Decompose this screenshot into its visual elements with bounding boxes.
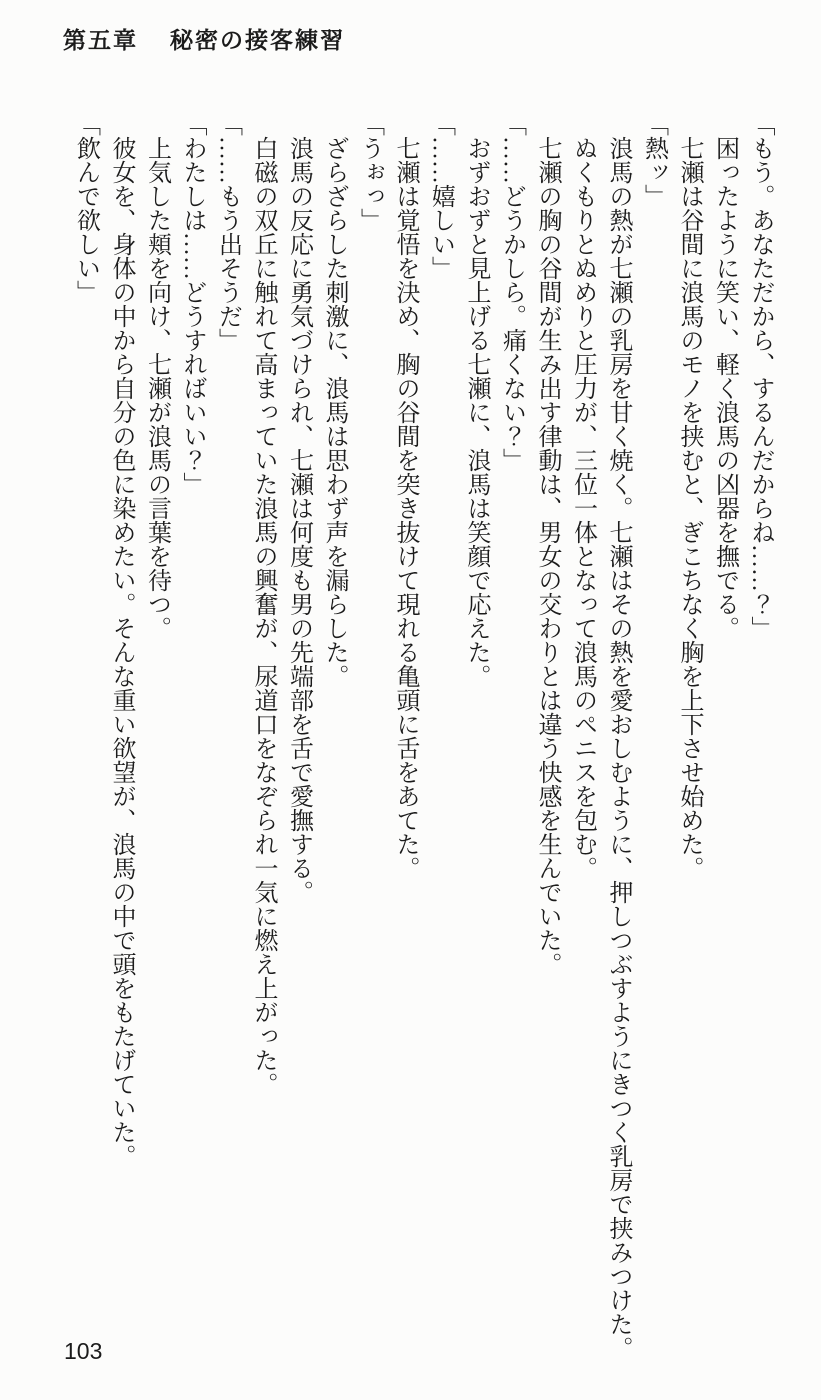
chapter-title: 秘密の接客練習 — [170, 28, 345, 53]
page-number: 103 — [64, 1338, 103, 1364]
paragraph-narration-2: 七瀬は谷間に浪馬のモノを挟むと、ぎこちなく胸を上下させ始めた。 — [676, 136, 702, 880]
paragraph-dialogue-8: 「飲んで欲しい」 — [72, 112, 99, 304]
chapter-header — [63, 22, 345, 55]
paragraph-narration-10: 白磁の双丘に触れて高まっていた浪馬の興奮が、尿道口をなぞられ一気に燃え上がった。 — [250, 136, 276, 1096]
paragraph-narration-9: 浪馬の反応に勇気づけられ、七瀬は何度も男の先端部を舌で愛撫する。 — [285, 136, 312, 904]
paragraph-dialogue-5: 「うぉっ」 — [356, 112, 383, 232]
paragraph-narration-12: 彼女を、身体の中から自分の色に染めたい。そんな重い欲望が、浪馬の中で頭をもたげていた。 — [108, 136, 134, 1168]
vertical-text-block — [67, 112, 777, 1366]
paragraph-narration-3: 浪馬の熱が七瀬の乳房を甘く焼く。七瀬はその熱を愛おしむように、押しつぶすようにきつく乳房で挟みつけた。 — [605, 136, 631, 1360]
chapter-number: 第五章 — [63, 28, 138, 53]
paragraph-dialogue-2: 「熱ッ」 — [640, 112, 667, 208]
paragraph-narration-8: ざらざらした刺激に、浪馬は思わず声を漏らした。 — [321, 136, 347, 688]
paragraph-narration-5: 七瀬の胸の谷間が生み出す律動は、男女の交わりとは違う快感を生んでいた。 — [534, 136, 560, 976]
paragraph-narration-6: おずおずと見上げる七瀬に、浪馬は笑顔で応えた。 — [463, 136, 489, 688]
paragraph-narration-1: 困ったように笑い、軽く浪馬の凶器を撫でる。 — [711, 136, 738, 640]
paragraph-narration-4: ぬくもりとぬめりと圧力が、三位一体となって浪馬のペニスを包む。 — [569, 136, 596, 880]
paragraph-narration-11: 上気した頬を向け、七瀬が浪馬の言葉を待つ。 — [143, 136, 170, 640]
paragraph-dialogue-7: 「わたしは……どうすればいい？」 — [179, 112, 205, 496]
paragraph-dialogue-6: 「……もう出そうだ」 — [214, 112, 241, 352]
paragraph-narration-7: 七瀬は覚悟を決め、胸の谷間を突き抜けて現れる亀頭に舌をあてた。 — [392, 136, 418, 880]
paragraph-dialogue-1: 「もう。あなただから、するんだからね……？」 — [747, 112, 773, 640]
paragraph-dialogue-4: 「……嬉しい」 — [427, 112, 454, 280]
paragraph-dialogue-3: 「……どうかしら。痛くない？」 — [498, 112, 525, 472]
